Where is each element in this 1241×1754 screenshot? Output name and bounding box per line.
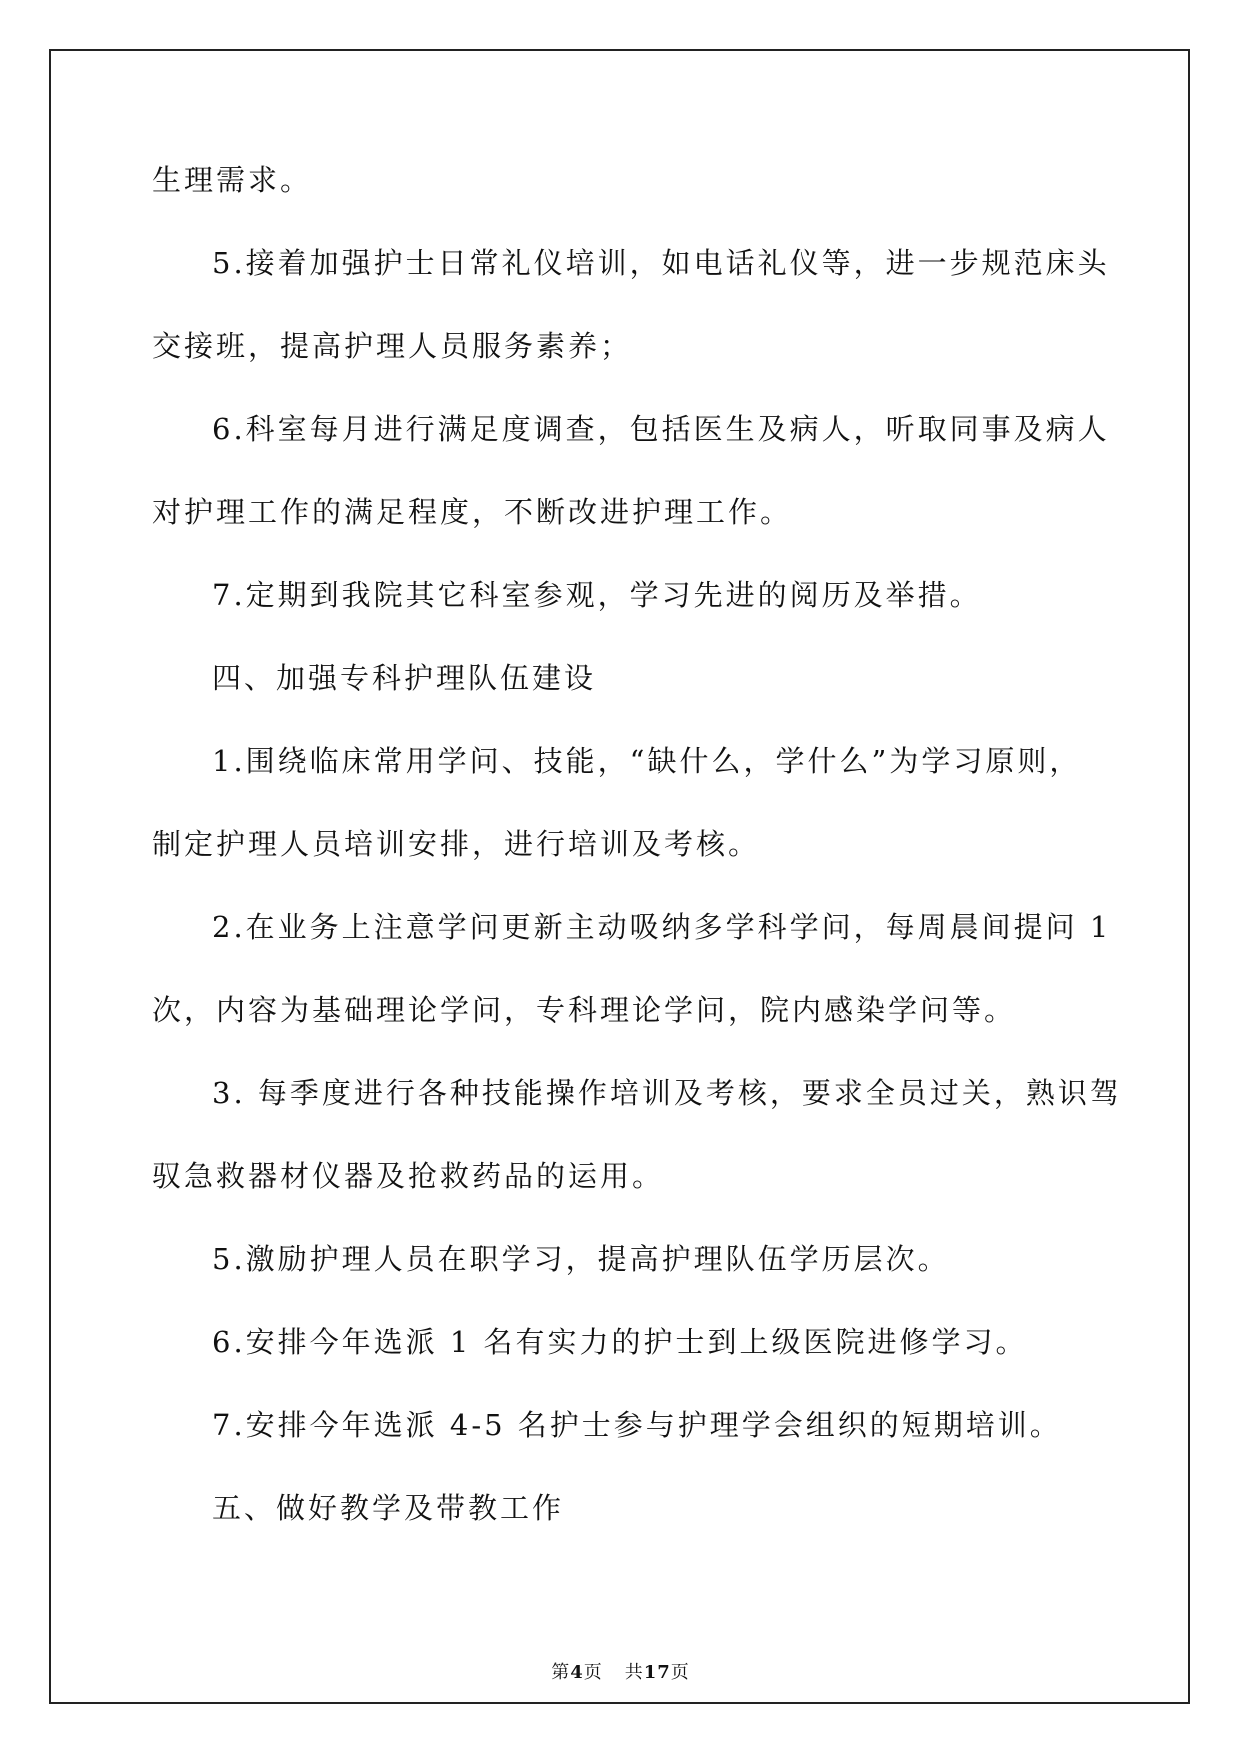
page-footer	[0, 1658, 1241, 1684]
text-line-14: 5.激励护理人员在职学习，提高护理队伍学历层次。	[212, 1242, 950, 1276]
text-line-16: 7.安排今年选派 4-5 名护士参与护理学会组织的短期培训。	[212, 1408, 1062, 1442]
page-prefix: 第	[551, 1662, 571, 1683]
page-suffix: 页	[583, 1662, 603, 1683]
page-number: 4	[570, 1662, 584, 1683]
text-line-12: 3. 每季度进行各种技能操作培训及考核，要求全员过关，熟识驾	[212, 1076, 1122, 1110]
text-line-10: 2.在业务上注意学问更新主动吸纳多学科学问，每周晨间提问 1	[212, 910, 1112, 944]
section-heading-4: 四、加强专科护理队伍建设	[212, 661, 597, 695]
section-heading-5: 五、做好教学及带教工作	[212, 1491, 565, 1525]
text-line-1: 生理需求。	[152, 163, 313, 197]
total-prefix: 共	[624, 1662, 644, 1683]
text-line-8: 1.围绕临床常用学问、技能，“缺什么，学什么”为学习原则，	[212, 744, 1082, 778]
text-line-3: 交接班，提高护理人员服务素养；	[152, 329, 633, 363]
text-line-13: 驭急救器材仪器及抢救药品的运用。	[152, 1159, 665, 1193]
text-line-5: 对护理工作的满足程度，不断改进护理工作。	[152, 495, 793, 529]
total-pages: 17	[643, 1662, 671, 1683]
text-line-15: 6.安排今年选派 1 名有实力的护士到上级医院进修学习。	[212, 1325, 1028, 1359]
text-line-6: 7.定期到我院其它科室参观，学习先进的阅历及举措。	[212, 578, 982, 612]
text-line-2: 5.接着加强护士日常礼仪培训，如电话礼仪等，进一步规范床头	[212, 246, 1110, 280]
page-border	[49, 49, 1190, 1704]
text-line-4: 6.科室每月进行满足度调查，包括医生及病人，听取同事及病人	[212, 412, 1110, 446]
text-line-9: 制定护理人员培训安排，进行培训及考核。	[152, 827, 761, 861]
text-line-11: 次，内容为基础理论学问，专科理论学问，院内感染学问等。	[152, 993, 1017, 1027]
total-suffix: 页	[670, 1662, 690, 1683]
